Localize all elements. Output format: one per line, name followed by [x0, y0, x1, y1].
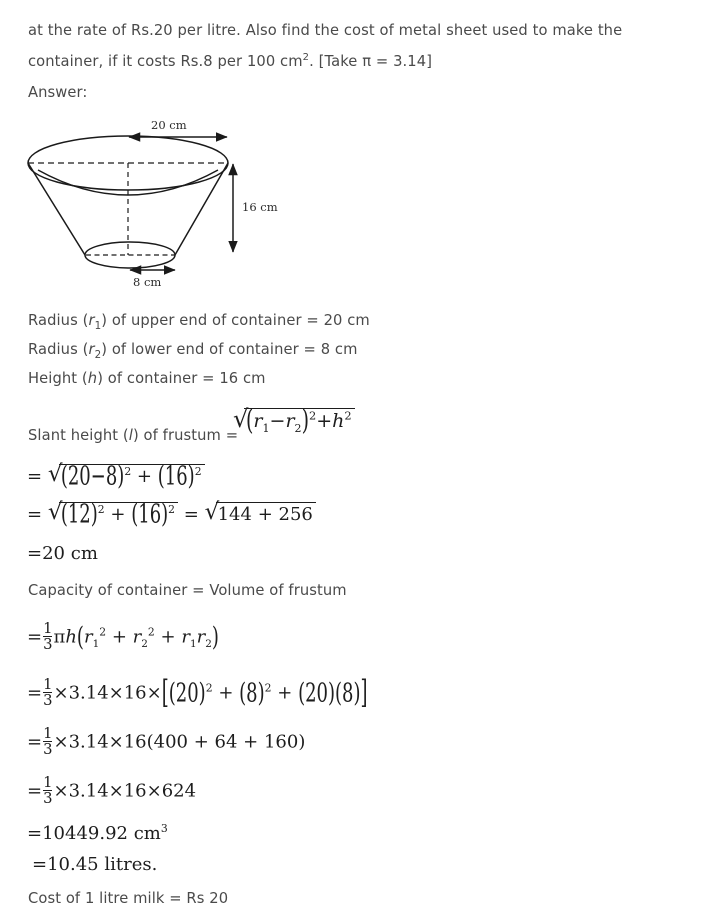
question-line-1: at the rate of Rs.20 per litre. Also find the cost of metal sheet used to make the	[28, 22, 623, 39]
slant-label-prefix: Slant height (	[28, 427, 129, 444]
bracket-open: [	[161, 674, 169, 712]
exponent-2: 2	[308, 408, 317, 423]
cap-r2b: r	[196, 626, 206, 648]
given-h-symbol: h	[87, 370, 98, 387]
given-radius-lower	[28, 341, 358, 361]
fraction-denominator-3: 3	[43, 790, 53, 808]
cap2-expression: ×3.14×16(400 + 64 + 160)	[53, 731, 306, 753]
slant-height-label	[28, 427, 238, 444]
square-superscript: 2	[302, 52, 310, 64]
term-16-b: (16)	[131, 499, 169, 530]
cap-r2b-sub: 2	[205, 638, 212, 651]
radical-sign-2a: √	[47, 499, 63, 525]
paren-close: )	[301, 405, 309, 437]
given-r1-symbol: r	[88, 312, 95, 329]
equals-2b: =	[183, 504, 199, 525]
term-16: (16)	[157, 461, 195, 492]
equals-2: =	[27, 504, 43, 525]
pi-symbol: π	[53, 626, 66, 648]
term-12: (12)	[60, 499, 98, 530]
given-h-suffix: ) of container = 16 cm	[97, 370, 266, 387]
cap-r2-exp: 2	[147, 625, 155, 639]
cap-r1-sub: 1	[92, 638, 100, 651]
cap-r1b: r	[181, 626, 190, 648]
cap1-term-20: (20)	[168, 677, 206, 709]
capacity-heading: Capacity of container = Volume of frustum	[28, 582, 347, 599]
one-third-fraction-1	[43, 677, 52, 708]
capacity-formula	[27, 622, 219, 653]
frustum-diagram	[20, 112, 320, 302]
equals-cap2: =	[27, 731, 43, 753]
equals-cap3: =	[27, 780, 43, 802]
fraction-numerator-2: 1	[43, 725, 53, 742]
plus-2: +	[110, 504, 126, 525]
slant-step-3	[27, 543, 98, 564]
plus-operator: +	[316, 410, 333, 432]
h-symbol-cap: h	[65, 626, 77, 648]
cap-r2-sub: 2	[141, 638, 148, 651]
term1-exponent: 2	[124, 465, 132, 478]
cap-r1b-sub: 1	[189, 638, 197, 651]
answer-label: Answer:	[28, 84, 88, 101]
cap1-term-8: (8)	[239, 677, 265, 709]
fraction-denominator: 3	[43, 636, 53, 654]
minus-operator: −	[269, 410, 286, 432]
fraction-numerator-1: 1	[43, 676, 53, 693]
sqrt-group	[233, 404, 355, 437]
cap1-term-product: (20)(8)	[298, 677, 361, 709]
radicand-2b: 144 + 256	[216, 502, 316, 525]
volume-unit: cm	[133, 823, 161, 844]
radicand-2a	[59, 499, 178, 530]
slant-unit: cm	[70, 543, 98, 564]
cost-line: Cost of 1 litre milk = Rs 20	[28, 890, 229, 907]
cap1-term-20-exp: 2	[205, 681, 213, 695]
term-20-minus-8: (20−8)	[60, 461, 125, 492]
term-16-exponent: 2	[168, 503, 176, 516]
equals-1: =	[27, 466, 43, 487]
sqrt-group-2b	[204, 499, 316, 525]
sqrt-group-2a	[47, 499, 178, 530]
radicand	[244, 405, 355, 437]
question-line-2	[28, 53, 432, 70]
slant-value: 20	[42, 543, 65, 564]
radical-sign-2b: √	[204, 499, 220, 525]
paren-open: (	[246, 405, 254, 437]
term-12-exponent: 2	[97, 503, 105, 516]
slant-label-symbol: l	[128, 427, 133, 444]
radicand-1	[59, 461, 205, 492]
h-exponent: 2	[344, 408, 352, 423]
cap1-term-8-exp: 2	[264, 681, 272, 695]
r2-subscript: 2	[294, 421, 302, 435]
given-height	[28, 370, 266, 387]
equals-3: =	[27, 543, 43, 564]
given-r1-subscript: 1	[94, 319, 102, 332]
given-r2-prefix: Radius (	[28, 341, 89, 358]
radical-sign-1: √	[47, 461, 63, 487]
equals-cap4: =	[27, 823, 43, 844]
question-line-2-tail: . [Take π = 3.14]	[309, 53, 433, 70]
given-r2-symbol: r	[88, 341, 95, 358]
equals-cap5: =	[32, 854, 48, 875]
fraction-numerator-3: 1	[43, 774, 53, 791]
sqrt-group-1	[47, 461, 205, 492]
cap1-plus-1: +	[218, 682, 234, 704]
capacity-step-4	[27, 823, 168, 844]
r2-symbol: r	[285, 410, 295, 432]
radical-sign: √	[233, 404, 249, 433]
slant-height-formula	[233, 404, 355, 437]
cap-plus-2: +	[160, 626, 176, 648]
volume-value: 10449.92	[42, 823, 128, 844]
paren-open-cap: (	[76, 621, 84, 653]
equals-cap: =	[27, 626, 43, 648]
given-r2-subscript: 2	[94, 348, 102, 361]
given-r1-prefix: Radius (	[28, 312, 89, 329]
cap1-multipliers: ×3.14×16×	[53, 682, 162, 704]
fraction-numerator: 1	[43, 620, 53, 637]
equals-cap1: =	[27, 682, 43, 704]
one-third-fraction-2	[43, 726, 52, 757]
capacity-step-2	[27, 727, 305, 758]
paren-close-cap: )	[211, 621, 219, 653]
cap3-expression: ×3.14×16×624	[53, 780, 197, 802]
slant-label-suffix: ) of frustum =	[132, 427, 239, 444]
capacity-step-1	[27, 674, 368, 712]
one-third-fraction	[43, 621, 52, 652]
slant-step-2	[27, 499, 316, 530]
slant-step-1	[27, 461, 205, 492]
cap-r2: r	[132, 626, 142, 648]
given-h-prefix: Height (	[28, 370, 88, 387]
bottom-diameter-label: 8 cm	[133, 275, 162, 289]
left-slant-side	[28, 163, 85, 255]
term2-exponent: 2	[194, 465, 202, 478]
r1-symbol: r	[253, 410, 263, 432]
right-slant-side	[175, 163, 228, 255]
cap-r1: r	[83, 626, 93, 648]
litres-value: 10.45	[47, 854, 99, 875]
r1-subscript: 1	[262, 421, 270, 435]
fraction-denominator-1: 3	[43, 692, 53, 710]
fraction-denominator-2: 3	[43, 741, 53, 759]
capacity-step-5	[32, 854, 157, 875]
capacity-step-3	[27, 776, 196, 807]
cap-plus-1: +	[111, 626, 127, 648]
given-r2-suffix: ) of lower end of container = 8 cm	[101, 341, 358, 358]
given-r1-suffix: ) of upper end of container = 20 cm	[101, 312, 370, 329]
litres-unit: litres.	[104, 854, 158, 875]
given-radius-upper	[28, 312, 370, 332]
one-third-fraction-3	[43, 775, 52, 806]
cap-r1-exp: 2	[99, 625, 107, 639]
cap1-plus-2: +	[277, 682, 293, 704]
bracket-close: ]	[360, 674, 368, 712]
question-line-2-text: container, if it costs Rs.8 per 100 cm	[28, 53, 303, 70]
volume-unit-exp: 3	[160, 822, 168, 835]
height-label: 16 cm	[242, 200, 278, 214]
plus-1: +	[136, 466, 153, 487]
h-symbol: h	[332, 410, 345, 432]
top-diameter-label: 20 cm	[151, 118, 187, 132]
